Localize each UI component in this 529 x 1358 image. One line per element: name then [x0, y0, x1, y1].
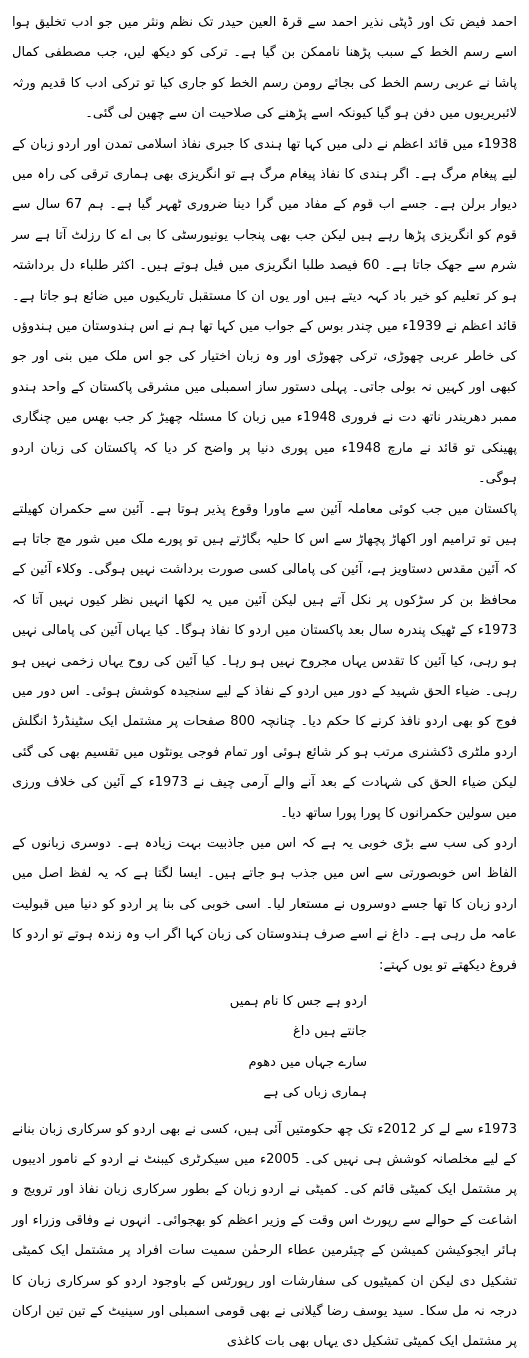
paragraph-governments: 1973ء سے لے کر 2012ء تک چھ حکومتیں آئی ہیں، کسی نے بھی اردو کو سرکاری زبان بنانے کے لیے مخلصانہ کوشش ہی نہیں کی۔ 2005ء میں سیکرٹری کیبنٹ نے اردو کے نامور ادیبوں پر مشتمل ایک کمیٹی قائم کی۔ کمیٹی نے اردو زبان کے بطور سرکاری زبان نفاذ اور ترویج و اشاعت کے حوالے سے رپورٹ اس وقت کے وزیر اعظم کو بھجوائی۔ انہوں نے وفاقی وزراء اور ہائر ایجوکیشن کمیشن کے چیئرمین عطاء الرحمٰن سمیت سات افراد پر مشتمل ایک کمیٹی تشکیل دی لیکن ان کمیٹیوں کی سفارشات اور رپورٹس کے باوجود اردو کو سرکاری زبان کا درجہ نہ مل سکا۔ سید یوسف رضا گیلانی نے بھی قومی اسمبلی اور سینیٹ کے تین تین ارکان پر مشتمل ایک کمیٹی تشکیل دی یہاں بھی بات کاغذی [12, 1121, 517, 1350]
verse-line: ہماری زباں کی ہے [263, 1085, 367, 1101]
paragraph-script-loss: احمد فیض تک اور ڈپٹی نذیر احمد سے قرۃ العین حیدر تک نظم ونثر میں جو ادب تخلیق ہوا اسے رسم الخط کے سبب پڑھنا ناممکن بن گیا ہے۔ ترکی کو دیکھ لیں، جب مصطفی کمال پاشا نے عربی رسم الخط کی بجائے رومن رسم الخط کو جاری کیا تو ترکی ادب کا قدیم ورثہ لائبریریوں میں دفن ہو گیا کیونکہ اسے پڑھنے کی صلاحیت ان سے چھین لی گئی۔ [12, 15, 517, 122]
verse-line: سارے جہاں میں دھوم [248, 1054, 367, 1070]
paragraph-quaid-statements: 1938ء میں قائد اعظم نے دلی میں کہا تھا ہندی کا جبری نفاذ اسلامی تمدن اور اردو زبان کے لیے پیغام مرگ ہے۔ اگر ہندی کا نفاذ پیغام مرگ ہے تو انگریزی بھی ہماری ترقی کی راہ میں دیوار برلن ہے۔ جسے اب قوم کے مفاد میں گرا دینا ضروری ٹھہر گیا ہے۔ ہم 67 سال سے قوم کو انگریزی پڑھا رہے ہیں لیکن جب بھی پنجاب یونیورسٹی کا بی اے کا رزلٹ آتا ہے سر شرم سے جھک جاتا ہے۔ 60 فیصد طلبا انگریزی میں فیل ہوتے ہیں۔ اکثر طلباء دل برداشتہ ہو کر تعلیم کو خیر باد کہہ دیتے ہیں اور یوں ان کا مستقبل تاریکیوں میں ضائع ہو جاتا ہے۔ قائد اعظم نے 1939ء میں چندر بوس کے جواب میں کہا تھا ہم نے اس ہندوستان میں ہندوؤں کی خاطر عربی چھوڑی، ترکی چھوڑی اور وہ زبان اختیار کی جو اس ملک میں بنی اور جو کبھی اور کہیں نہ بولی جاتی۔ پہلی دستور ساز اسمبلی میں مشرقی پاکستان کے واحد ہندو ممبر دھریندر ناتھ دت نے فروری 1948ء میں زبان کا مسئلہ چھیڑ کر جب بھس میں چنگاری پھینکی تو قائد نے مارچ 1948ء میں پوری دنیا پر واضح کر دیا کہ پاکستان کی زبان اردو ہوگی۔ [12, 136, 518, 487]
verse-line: اردو ہے جس کا نام ہمیں [229, 994, 367, 1009]
poem-verse [12, 981, 517, 1115]
verse-line: جانتے ہیں داغ [292, 1024, 367, 1040]
paragraph-constitution: پاکستان میں جب کوئی معاملہ آئین سے ماورا وقوع پذیر ہوتا ہے۔ آئین سے حکمران کھیلتے ہیں تو ترامیم اور اکھاڑ پچھاڑ سے اس کا حلیہ بگاڑتے ہیں تو پورے ملک میں شور مچ جاتا ہے کہ آئین مقدس دستاویز ہے، آئین کی پامالی کسی صورت برداشت نہیں ہوگی۔ وکلاء آئین کے محافظ بن کر سڑکوں پر نکل آتے ہیں لیکن آئین میں یہ لکھا انہیں نظر کیوں نہیں آتا کہ 1973ء کے ٹھیک پندرہ سال بعد پاکستان میں اردو کا نفاذ ہوگا۔ کیا یہاں آئین کی پامالی نہیں ہو رہی، کیا آئین کا تقدس یہاں مجروح نہیں ہو رہا۔ کیا آئین کی روح یہاں زخمی نہیں ہو رہی۔ ضیاء الحق شہید کے دور میں اردو کے نفاذ کے لیے سنجیدہ کوشش ہوئی۔ اس دور میں فوج کو بھی اردو نافذ کرنے کا حکم دیا۔ چنانچہ 800 صفحات پر مشتمل ایک سٹینڈرڈ انگلش اردو ملٹری ڈکشنری مرتب ہو کر شائع ہوئی اور تمام فوجی یونٹوں میں تقسیم بھی کی گئی لیکن ضیاء الحق کی شہادت کے بعد آنے والے آرمی چیف نے 1973ء کے آئین کی خلاف ورزی میں سولین حکمرانوں کا پورا پورا ساتھ دیا۔ [12, 501, 518, 821]
paragraph-urdu-qualities: اردو کی سب سے بڑی خوبی یہ ہے کہ اس میں جاذبیت بہت زیادہ ہے۔ دوسری زبانوں کے الفاظ اس خوبصورتی سے اس میں جذب ہو جاتے ہیں۔ ایسا لگتا ہے کہ یہ لفظ اصل میں اردو زبان کا تھا جسے دوسروں نے مستعار لیا۔ اسی خوبی کی بنا پر اردو کو دنیا میں قبولیت عامہ مل رہی ہے۔ داغ نے اسے صرف ہندوستان کی زبان کہا اگر اب وہ زندہ ہوتے تو اردو کا فروغ دیکھتے تو یوں کہتے: [12, 835, 517, 973]
